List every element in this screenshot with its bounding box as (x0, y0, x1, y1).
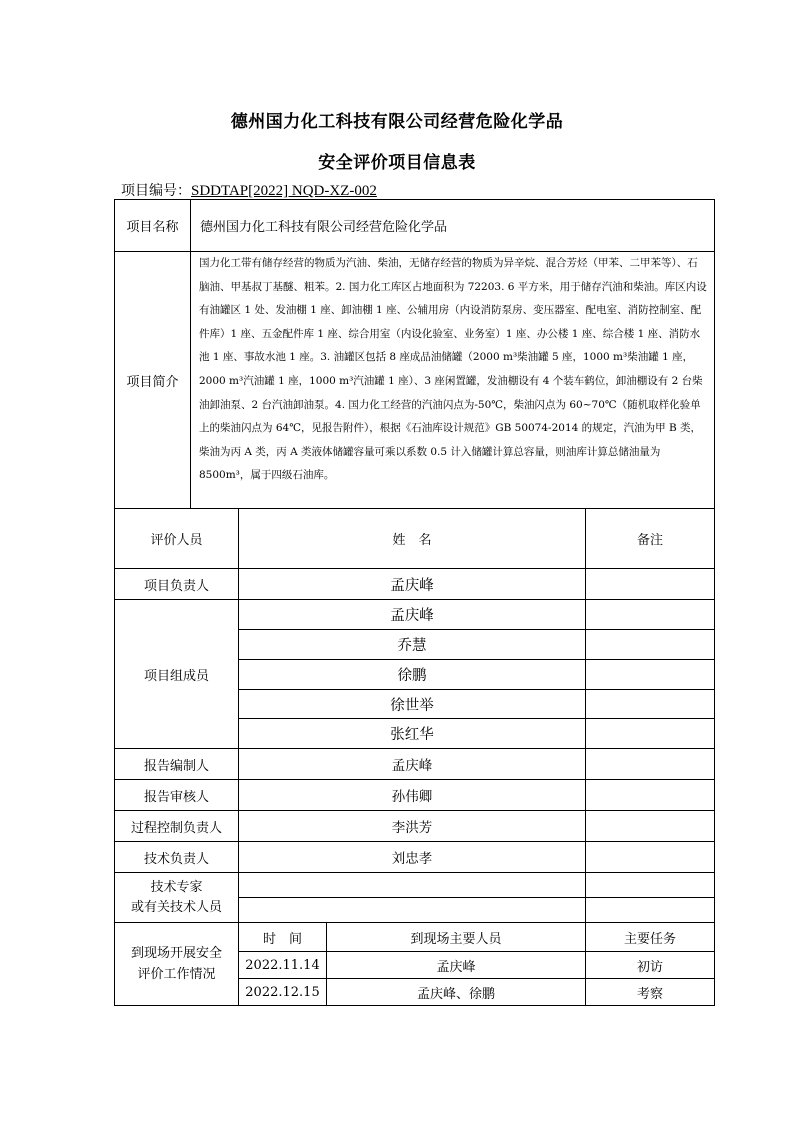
site-visit-line1: 到现场开展安全 (130, 946, 222, 961)
process-control-name: 李洪芳 (239, 811, 586, 842)
remark-cell (586, 749, 715, 780)
technical-lead-name: 刘忠孝 (239, 842, 586, 873)
report-author-name: 孟庆峰 (239, 749, 586, 780)
site-visit-line2: 评价工作情况 (137, 967, 216, 982)
remark-cell (586, 630, 715, 660)
header-evaluators: 评价人员 (115, 509, 239, 569)
remark-cell (586, 898, 715, 923)
technical-experts-line2: 或有关技术人员 (130, 899, 222, 915)
team-member: 孟庆峰 (239, 600, 586, 630)
project-number-label: 项目编号： (121, 183, 191, 199)
personnel-table (114, 508, 715, 1006)
document-title: 德州国力化工科技有限公司经营危险化学品 (230, 112, 564, 132)
project-name-value: 德州国力化工科技有限公司经营危险化学品 (191, 200, 715, 252)
visit-people: 孟庆峰 (327, 952, 586, 979)
remark-cell (586, 842, 715, 873)
remark-cell (586, 719, 715, 749)
project-intro-text: 国力化工带有储存经营的物质为汽油、柴油，无储存经营的物质为异辛烷、混合芳烃（甲苯、二甲苯等）、石脑油、甲基叔丁基醚、粗苯。2. 国力化工库区占地面积为 72203. 6 平方米，用于储存汽油和柴油。库区内设有油罐区 1 处、发油棚 1 座、卸油棚 1 座、公辅用房（内设消防泵房、变压器室、配电室、消防控制室、配件库）1 座、五金配件库 1 座、综合用室（内设化验室、业务室）1 座、办公楼 1 座、综合楼 1 座、消防水池 1 座、事故水池 1 座。3. 油罐区包括 8 座成品油储罐（2000 m³柴油罐 5 座，1000 m³柴油罐 1 座，2000 m³汽油罐 1 座，1000 m³汽油罐 1 座）、3 座闲置罐，发油棚设有 4 个装车鹤位，卸油棚设有 2 台柴油卸油泵、2 台汽油卸油泵。4. 国力化工经营的汽油闪点为-50℃，柴油闪点为 60~70℃（随机取样化验单上的柴油闪点为 64℃，见报告附件），根据《石油库设计规范》GB 50074-2014 的规定，汽油为甲 B 类，柴油为丙 A 类，丙 A 类液体储罐容量可乘以系数 0.5 计入储罐计算总容量，则油库计算总储油量为 8500m³，属于四级石油库。 (191, 252, 715, 509)
visit-people: 孟庆峰、徐鹏 (327, 979, 586, 1006)
project-number (121, 180, 377, 200)
team-member: 徐世举 (239, 690, 586, 719)
project-leader-label: 项目负责人 (115, 569, 239, 600)
team-member: 徐鹏 (239, 660, 586, 690)
remark-cell (586, 873, 715, 898)
project-leader-name: 孟庆峰 (239, 569, 586, 600)
visit-people-header: 到现场主要人员 (327, 923, 586, 952)
visit-task: 考察 (586, 979, 715, 1006)
project-intro-label: 项目简介 (115, 252, 191, 509)
header-name: 姓 名 (239, 509, 586, 569)
visit-date: 2022.12.15 (239, 979, 327, 1006)
technical-lead-label: 技术负责人 (115, 842, 239, 873)
visit-date: 2022.11.14 (239, 952, 327, 979)
team-member: 乔慧 (239, 630, 586, 660)
visit-task: 初访 (586, 952, 715, 979)
team-members-label: 项目组成员 (115, 600, 239, 749)
team-member: 张红华 (239, 719, 586, 749)
remark-cell (586, 780, 715, 811)
expert-name-cell (239, 873, 586, 898)
process-control-label: 过程控制负责人 (115, 811, 239, 842)
report-author-label: 报告编制人 (115, 749, 239, 780)
technical-experts-line1: 技术专家 (150, 879, 203, 895)
visit-time-header: 时 间 (239, 923, 327, 952)
remark-cell (586, 569, 715, 600)
remark-cell (586, 600, 715, 630)
remark-cell (586, 690, 715, 719)
project-name-label: 项目名称 (115, 200, 191, 252)
remark-cell (586, 811, 715, 842)
document-subtitle: 安全评价项目信息表 (318, 153, 476, 173)
remark-cell (586, 660, 715, 690)
project-number-value: SDDTAP[2022] NQD-XZ-002 (191, 183, 377, 199)
visit-task-header: 主要任务 (586, 923, 715, 952)
report-reviewer-label: 报告审核人 (115, 780, 239, 811)
site-visit-label (115, 923, 239, 1006)
report-reviewer-name: 孙伟卿 (239, 780, 586, 811)
project-info-table (114, 199, 715, 509)
technical-experts-label (115, 873, 239, 923)
header-remarks: 备注 (586, 509, 715, 569)
expert-name-cell (239, 898, 586, 923)
